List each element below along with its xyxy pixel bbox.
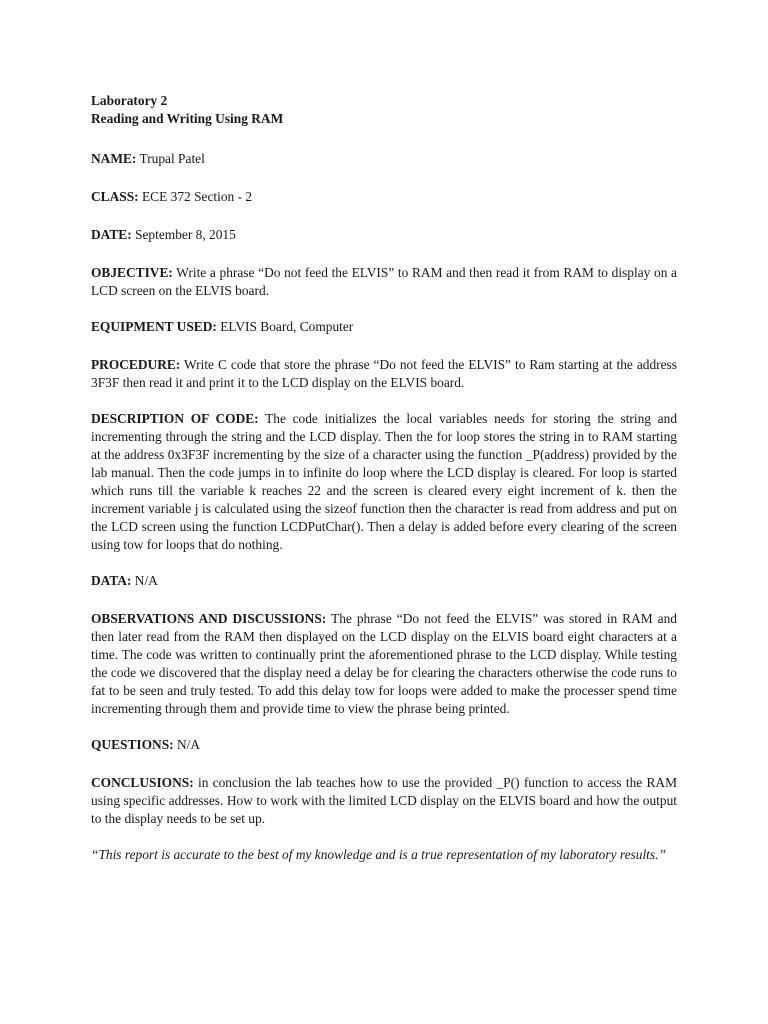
- lab-title: Laboratory 2: [91, 93, 168, 108]
- section-name: [91, 150, 677, 168]
- section-text: ELVIS Board, Computer: [220, 319, 354, 334]
- section-data: [91, 572, 677, 590]
- section-label: OBSERVATIONS AND DISCUSSIONS:: [91, 611, 327, 626]
- section-procedure: [91, 356, 677, 392]
- section-text: Write a phrase “Do not feed the ELVIS” to RAM and then read it from RAM to display on a LCD screen on the ELVIS board.: [91, 265, 677, 298]
- section-date: [91, 226, 677, 244]
- section-label: QUESTIONS:: [91, 737, 174, 752]
- section-objective: [91, 264, 677, 300]
- section-text: N/A: [176, 737, 201, 752]
- section-text: Write C code that store the phrase “Do not feed the ELVIS” to Ram starting at the address 3F3F then read it and print it to the LCD display on the ELVIS board.: [91, 357, 677, 390]
- section-text: in conclusion the lab teaches how to use the provided _P() function to access the RAM using specific addresses. How to work with the limited LCD display on the ELVIS board and how the output to the display needs to be set up.: [91, 775, 677, 826]
- section-text: September 8, 2015: [135, 227, 236, 242]
- section-conclusions: [91, 774, 677, 828]
- section-text: ECE 372 Section - 2: [142, 189, 253, 204]
- section-label: DATA:: [91, 573, 132, 588]
- section-label: DATE:: [91, 227, 132, 242]
- section-label: CLASS:: [91, 189, 139, 204]
- section-text: Trupal Patel: [139, 151, 205, 166]
- section-text: The phrase “Do not feed the ELVIS” was stored in RAM and then later read from the RAM then displayed on the LCD display on the ELVIS board eight characters at a time. The code was written to continually print the aforementioned phrase to the LCD display. While testing the code we discovered that the display need a delay be for clearing the characters otherwise the code runs to fat to be seen and truly tested. To add this delay tow for loops were added to make the processer spend time incrementing through them and provide time to view the phrase being printed.: [91, 611, 677, 716]
- section-text: The code initializes the local variables needs for storing the string and incrementing through the string and the LCD display. Then the for loop stores the string in to RAM starting at the address 0x3F3F incrementing by the size of a character using the function _P(address) provided by the lab manual. Then the code jumps in to infinite do loop where the LCD display is cleared. For loop is started which runs till the variable k reaches 22 and the screen is cleared every eight increment of k. then the increment variable j is calculated using the sizeof function then the character is read from address and put on the LCD screen using the function LCDPutChar(). Then a delay is added before every clearing of the screen using tow for loops that do nothing.: [91, 411, 678, 552]
- attestation-quote: “This report is accurate to the best of my knowledge and is a true representation of my laboratory results.”: [91, 847, 666, 862]
- section-class: [91, 188, 677, 206]
- section-text: N/A: [134, 573, 158, 588]
- section-observations: [91, 610, 677, 718]
- section-label: EQUIPMENT USED:: [91, 319, 217, 334]
- lab-report-page: [91, 92, 677, 864]
- section-label: PROCEDURE:: [91, 357, 181, 372]
- section-label: DESCRIPTION OF CODE:: [91, 411, 259, 426]
- section-label: CONCLUSIONS:: [91, 775, 194, 790]
- section-description-of-code: [91, 410, 677, 554]
- section-label: OBJECTIVE:: [91, 265, 173, 280]
- lab-subtitle: Reading and Writing Using RAM: [91, 111, 284, 126]
- report-title-block: [91, 92, 677, 128]
- section-equipment: [91, 318, 677, 336]
- section-questions: [91, 736, 677, 754]
- section-label: NAME:: [91, 151, 137, 166]
